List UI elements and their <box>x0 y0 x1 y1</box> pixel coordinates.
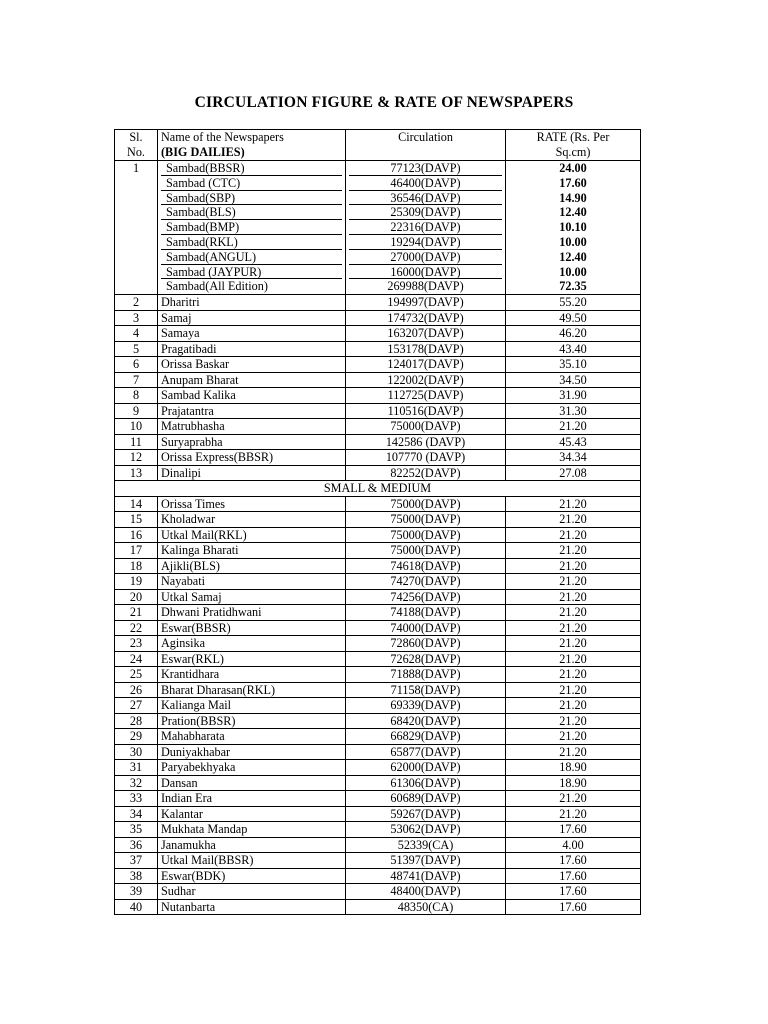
header-name-line1: Name of the Newspapers <box>161 130 284 144</box>
table-row <box>115 434 641 450</box>
header-big-dailies: (BIG DAILIES) <box>161 144 245 159</box>
group-edition-circulation: 19294(DAVP) <box>349 235 502 250</box>
cell-circulation: 194997(DAVP) <box>346 295 506 311</box>
table-row <box>115 651 641 667</box>
header-rate-line1: RATE (Rs. Per <box>536 130 610 144</box>
cell-sl-no: 13 <box>115 465 158 481</box>
cell-rate: 17.60 <box>506 884 641 900</box>
table-row <box>115 527 641 543</box>
table-row <box>115 403 641 419</box>
cell-rate: 21.20 <box>506 419 641 435</box>
cell-circulation: 53062(DAVP) <box>346 822 506 838</box>
document-title: CIRCULATION FIGURE & RATE OF NEWSPAPERS <box>194 94 574 111</box>
cell-circulation: 68420(DAVP) <box>346 713 506 729</box>
group-edition-circulation: 269988(DAVP) <box>387 279 464 294</box>
table-row <box>115 574 641 590</box>
cell-circulation: 142586 (DAVP) <box>346 434 506 450</box>
cell-circulation: 112725(DAVP) <box>346 388 506 404</box>
cell-sl-no: 26 <box>115 682 158 698</box>
cell-newspaper-name: Sambad Kalika <box>158 388 346 404</box>
table-row <box>115 884 641 900</box>
group-edition-rate: 24.00 <box>559 161 587 175</box>
cell-rate: 21.20 <box>506 744 641 760</box>
cell-rate: 21.20 <box>506 620 641 636</box>
group-edition-name: Sambad(ANGUL) <box>161 250 342 265</box>
cell-newspaper-name: Samaj <box>158 310 346 326</box>
group-edition-rate: 10.10 <box>559 220 587 235</box>
cell-rate: 21.20 <box>506 589 641 605</box>
group-edition-rate: 17.60 <box>559 175 587 190</box>
cell-sl-no: 33 <box>115 791 158 807</box>
group-edition-name: Sambad (JAYPUR) <box>161 265 342 280</box>
cell-sl-no: 27 <box>115 698 158 714</box>
cell-circulation: 75000(DAVP) <box>346 419 506 435</box>
table-row <box>115 543 641 559</box>
cell-sl-no: 31 <box>115 760 158 776</box>
cell-newspaper-name: Eswar(RKL) <box>158 651 346 667</box>
cell-circulation: 124017(DAVP) <box>346 357 506 373</box>
cell-rate: 21.20 <box>506 636 641 652</box>
cell-newspaper-name: Mahabharata <box>158 729 346 745</box>
cell-circulation: 122002(DAVP) <box>346 372 506 388</box>
cell-sl-no: 11 <box>115 434 158 450</box>
cell-sl-no: 16 <box>115 527 158 543</box>
cell-rate: 46.20 <box>506 326 641 342</box>
cell-newspaper-name: Aginsika <box>158 636 346 652</box>
cell-circulation: 59267(DAVP) <box>346 806 506 822</box>
cell-rate: 34.50 <box>506 372 641 388</box>
group-edition-rate: 72.35 <box>559 279 587 294</box>
cell-sl-no: 17 <box>115 543 158 559</box>
group-edition-name: Sambad(All Edition) <box>166 279 268 294</box>
table-row <box>115 791 641 807</box>
cell-sl-no: 36 <box>115 837 158 853</box>
cell-sl-no: 25 <box>115 667 158 683</box>
newspaper-rate-table <box>114 129 641 915</box>
group-edition-circulation: 16000(DAVP) <box>349 265 502 280</box>
group-edition-circulation: 46400(DAVP) <box>349 176 502 191</box>
cell-circulation: 66829(DAVP) <box>346 729 506 745</box>
cell-circulation: 48741(DAVP) <box>346 868 506 884</box>
cell-newspaper-name: Dinalipi <box>158 465 346 481</box>
cell-newspaper-name: Kalantar <box>158 806 346 822</box>
cell-rate: 49.50 <box>506 310 641 326</box>
cell-circulation: 174732(DAVP) <box>346 310 506 326</box>
cell-newspaper-name: Utkal Mail(BBSR) <box>158 853 346 869</box>
header-rate-line2: Sq.cm) <box>555 144 591 159</box>
cell-rate: 21.20 <box>506 543 641 559</box>
cell-circulation: 52339(CA) <box>346 837 506 853</box>
table-row <box>115 295 641 311</box>
table-row <box>115 605 641 621</box>
cell-rate: 21.20 <box>506 667 641 683</box>
group-row-sambad <box>115 161 641 295</box>
table-row <box>115 388 641 404</box>
table-row <box>115 326 641 342</box>
cell-sl-no: 14 <box>115 496 158 512</box>
cell-rate: 21.20 <box>506 651 641 667</box>
cell-newspaper-name: Kalinga Bharati <box>158 543 346 559</box>
cell-newspaper-name: Prajatantra <box>158 403 346 419</box>
cell-circulation: 48350(CA) <box>346 899 506 915</box>
group-edition-circulation: 22316(DAVP) <box>349 220 502 235</box>
cell-sl-no: 22 <box>115 620 158 636</box>
cell-sl-no: 9 <box>115 403 158 419</box>
cell-rate: 21.20 <box>506 605 641 621</box>
header-sl-no <box>115 130 158 161</box>
cell-newspaper-name: Ajikli(BLS) <box>158 558 346 574</box>
cell-newspaper-name: Kalianga Mail <box>158 698 346 714</box>
cell-circulation: 72860(DAVP) <box>346 636 506 652</box>
group-edition-name: Sambad(BMP) <box>161 220 342 235</box>
cell-newspaper-name: Suryaprabha <box>158 434 346 450</box>
table-row <box>115 558 641 574</box>
table-row <box>115 419 641 435</box>
cell-newspaper-name: Eswar(BBSR) <box>158 620 346 636</box>
cell-circulation: 74188(DAVP) <box>346 605 506 621</box>
table-row <box>115 775 641 791</box>
cell-newspaper-name: Pration(BBSR) <box>158 713 346 729</box>
cell-circulation: 163207(DAVP) <box>346 326 506 342</box>
cell-newspaper-name: Dhwani Pratidhwani <box>158 605 346 621</box>
cell-newspaper-name: Eswar(BDK) <box>158 868 346 884</box>
group-sl-no: 1 <box>115 161 158 295</box>
cell-newspaper-name: Dansan <box>158 775 346 791</box>
group-edition-name: Sambad(SBP) <box>161 191 342 206</box>
table-row <box>115 450 641 466</box>
cell-circulation: 110516(DAVP) <box>346 403 506 419</box>
cell-rate: 18.90 <box>506 760 641 776</box>
cell-rate: 21.20 <box>506 512 641 528</box>
table-row <box>115 806 641 822</box>
cell-rate: 21.20 <box>506 698 641 714</box>
cell-circulation: 60689(DAVP) <box>346 791 506 807</box>
cell-sl-no: 40 <box>115 899 158 915</box>
cell-newspaper-name: Krantidhara <box>158 667 346 683</box>
cell-sl-no: 29 <box>115 729 158 745</box>
cell-sl-no: 3 <box>115 310 158 326</box>
cell-newspaper-name: Matrubhasha <box>158 419 346 435</box>
table-row <box>115 682 641 698</box>
cell-newspaper-name: Orissa Baskar <box>158 357 346 373</box>
section-heading: SMALL & MEDIUM <box>115 481 641 497</box>
cell-rate: 17.60 <box>506 853 641 869</box>
table-row <box>115 372 641 388</box>
cell-sl-no: 37 <box>115 853 158 869</box>
cell-sl-no: 21 <box>115 605 158 621</box>
cell-rate: 21.20 <box>506 729 641 745</box>
cell-sl-no: 10 <box>115 419 158 435</box>
table-row <box>115 698 641 714</box>
table-row <box>115 636 641 652</box>
cell-newspaper-name: Utkal Mail(RKL) <box>158 527 346 543</box>
cell-circulation: 69339(DAVP) <box>346 698 506 714</box>
cell-newspaper-name: Orissa Express(BBSR) <box>158 450 346 466</box>
cell-circulation: 62000(DAVP) <box>346 760 506 776</box>
cell-rate: 55.20 <box>506 295 641 311</box>
cell-circulation: 74270(DAVP) <box>346 574 506 590</box>
group-edition-name: Sambad(BLS) <box>161 205 342 220</box>
cell-circulation: 61306(DAVP) <box>346 775 506 791</box>
table-row <box>115 667 641 683</box>
cell-circulation: 71888(DAVP) <box>346 667 506 683</box>
header-rate <box>506 130 641 161</box>
cell-newspaper-name: Indian Era <box>158 791 346 807</box>
cell-sl-no: 4 <box>115 326 158 342</box>
table-row <box>115 868 641 884</box>
cell-rate: 21.20 <box>506 496 641 512</box>
cell-sl-no: 39 <box>115 884 158 900</box>
header-newspaper-name <box>158 130 346 161</box>
cell-rate: 21.20 <box>506 791 641 807</box>
cell-newspaper-name: Orissa Times <box>158 496 346 512</box>
cell-rate: 31.30 <box>506 403 641 419</box>
cell-newspaper-name: Anupam Bharat <box>158 372 346 388</box>
group-edition-circulation: 27000(DAVP) <box>349 250 502 265</box>
table-row <box>115 512 641 528</box>
header-sl-line2: No. <box>127 144 145 159</box>
group-names <box>158 161 346 295</box>
cell-sl-no: 6 <box>115 357 158 373</box>
cell-circulation: 75000(DAVP) <box>346 543 506 559</box>
cell-rate: 21.20 <box>506 713 641 729</box>
header-sl-line1: Sl. <box>129 130 143 144</box>
table-row <box>115 496 641 512</box>
cell-circulation: 71158(DAVP) <box>346 682 506 698</box>
group-edition-rate: 10.00 <box>559 264 587 279</box>
table-row <box>115 357 641 373</box>
table-row <box>115 310 641 326</box>
cell-rate: 4.00 <box>506 837 641 853</box>
cell-sl-no: 30 <box>115 744 158 760</box>
cell-newspaper-name: Bharat Dharasan(RKL) <box>158 682 346 698</box>
group-edition-rate: 12.40 <box>559 249 587 264</box>
cell-newspaper-name: Nutanbarta <box>158 899 346 915</box>
table-row <box>115 713 641 729</box>
cell-sl-no: 34 <box>115 806 158 822</box>
table-row <box>115 465 641 481</box>
cell-newspaper-name: Kholadwar <box>158 512 346 528</box>
table-row <box>115 341 641 357</box>
group-rates <box>506 161 641 295</box>
cell-circulation: 107770 (DAVP) <box>346 450 506 466</box>
cell-sl-no: 7 <box>115 372 158 388</box>
table-header-row <box>115 130 641 161</box>
cell-circulation: 74256(DAVP) <box>346 589 506 605</box>
cell-rate: 27.08 <box>506 465 641 481</box>
cell-sl-no: 24 <box>115 651 158 667</box>
cell-newspaper-name: Pragatibadi <box>158 341 346 357</box>
cell-sl-no: 38 <box>115 868 158 884</box>
cell-circulation: 65877(DAVP) <box>346 744 506 760</box>
group-edition-name: Sambad (CTC) <box>161 176 342 191</box>
cell-newspaper-name: Duniyakhabar <box>158 744 346 760</box>
cell-sl-no: 18 <box>115 558 158 574</box>
group-edition-circulation: 36546(DAVP) <box>349 191 502 206</box>
table-row <box>115 837 641 853</box>
cell-newspaper-name: Sudhar <box>158 884 346 900</box>
cell-rate: 17.60 <box>506 822 641 838</box>
group-edition-name: Sambad(BBSR) <box>161 161 342 176</box>
cell-newspaper-name: Mukhata Mandap <box>158 822 346 838</box>
cell-rate: 31.90 <box>506 388 641 404</box>
section-row-small-medium <box>115 481 641 497</box>
cell-circulation: 82252(DAVP) <box>346 465 506 481</box>
cell-circulation: 74000(DAVP) <box>346 620 506 636</box>
cell-sl-no: 5 <box>115 341 158 357</box>
cell-circulation: 74618(DAVP) <box>346 558 506 574</box>
cell-sl-no: 8 <box>115 388 158 404</box>
group-edition-rate: 10.00 <box>559 234 587 249</box>
cell-rate: 17.60 <box>506 868 641 884</box>
cell-sl-no: 28 <box>115 713 158 729</box>
cell-rate: 18.90 <box>506 775 641 791</box>
table-row <box>115 760 641 776</box>
cell-rate: 35.10 <box>506 357 641 373</box>
header-circulation: Circulation <box>346 130 506 161</box>
cell-sl-no: 20 <box>115 589 158 605</box>
cell-circulation: 75000(DAVP) <box>346 527 506 543</box>
cell-newspaper-name: Janamukha <box>158 837 346 853</box>
table-row <box>115 899 641 915</box>
cell-newspaper-name: Dharitri <box>158 295 346 311</box>
group-edition-rate: 12.40 <box>559 205 587 220</box>
cell-sl-no: 15 <box>115 512 158 528</box>
cell-circulation: 72628(DAVP) <box>346 651 506 667</box>
cell-rate: 45.43 <box>506 434 641 450</box>
cell-sl-no: 32 <box>115 775 158 791</box>
cell-circulation: 48400(DAVP) <box>346 884 506 900</box>
cell-sl-no: 23 <box>115 636 158 652</box>
cell-sl-no: 12 <box>115 450 158 466</box>
cell-sl-no: 19 <box>115 574 158 590</box>
group-edition-rate: 14.90 <box>559 190 587 205</box>
cell-rate: 21.20 <box>506 574 641 590</box>
cell-rate: 21.20 <box>506 527 641 543</box>
group-edition-name: Sambad(RKL) <box>161 235 342 250</box>
cell-circulation: 75000(DAVP) <box>346 512 506 528</box>
cell-sl-no: 35 <box>115 822 158 838</box>
cell-newspaper-name: Nayabati <box>158 574 346 590</box>
cell-rate: 17.60 <box>506 899 641 915</box>
table-row <box>115 620 641 636</box>
cell-sl-no: 2 <box>115 295 158 311</box>
cell-circulation: 153178(DAVP) <box>346 341 506 357</box>
cell-rate: 43.40 <box>506 341 641 357</box>
cell-newspaper-name: Utkal Samaj <box>158 589 346 605</box>
cell-rate: 21.20 <box>506 558 641 574</box>
group-circulations <box>346 161 506 295</box>
table-row <box>115 589 641 605</box>
cell-circulation: 51397(DAVP) <box>346 853 506 869</box>
table-row <box>115 853 641 869</box>
cell-newspaper-name: Paryabekhyaka <box>158 760 346 776</box>
table-row <box>115 729 641 745</box>
table-row <box>115 822 641 838</box>
cell-rate: 21.20 <box>506 806 641 822</box>
group-edition-circulation: 77123(DAVP) <box>349 161 502 176</box>
table-row <box>115 744 641 760</box>
cell-rate: 21.20 <box>506 682 641 698</box>
cell-rate: 34.34 <box>506 450 641 466</box>
cell-newspaper-name: Samaya <box>158 326 346 342</box>
group-edition-circulation: 25309(DAVP) <box>349 205 502 220</box>
cell-circulation: 75000(DAVP) <box>346 496 506 512</box>
